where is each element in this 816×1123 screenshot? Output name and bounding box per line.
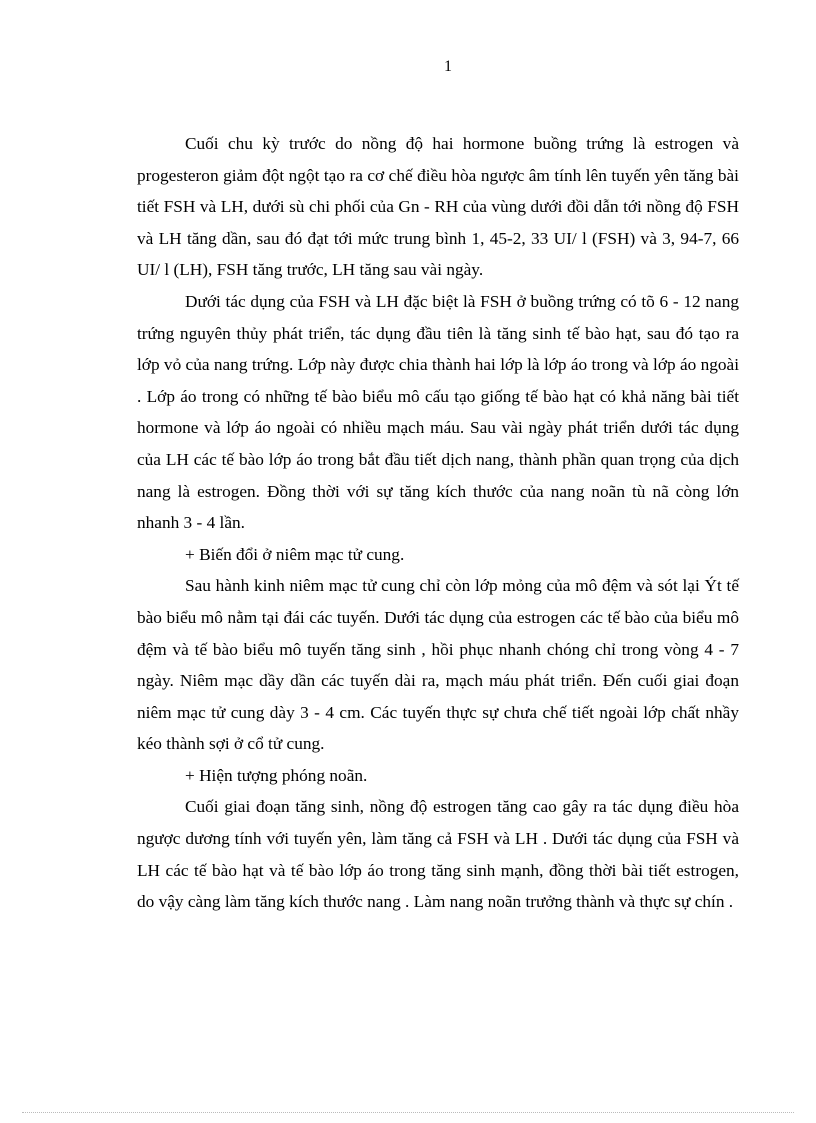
paragraph-ovulation: Cuối giai đoạn tăng sinh, nồng độ estrogen tăng cao gây ra tác dụng điều hòa ngược dương tính với tuyến yên, làm tăng cả FSH và LH . Dưới tác dụng của FSH và LH các tế bào hạt và tế bào lớp áo trong tăng sinh mạnh, đồng thời bài tiết estrogen, do vậy càng làm tăng kích thước nang . Làm nang noãn trưởng thành và thực sự chín .: [137, 797, 739, 912]
page-bottom-divider: [22, 1112, 794, 1113]
document-body: [137, 128, 739, 918]
paragraph-menstrual-cycle-hormones: Cuối chu kỳ trước do nồng độ hai hormone buồng trứng là estrogen và progesteron giảm đột ngột tạo ra cơ chế điều hòa ngược âm tính lên tuyến yên tăng bài tiết FSH và LH, dưới sù chi phối của Gn - RH của vùng dưới đồi dẫn tới nồng độ FSH và LH tăng dần, sau đó đạt tới mức trung bình 1, 45-2, 33 UI/ l (FSH) và 3, 94-7, 66 UI/ l (LH), FSH tăng trước, LH tăng sau vài ngày.: [137, 134, 739, 280]
page-number: 1: [444, 58, 452, 75]
heading-endometrium-changes: + Biến đổi ở niêm mạc tử cung.: [185, 544, 405, 564]
paragraph-endometrium: Sau hành kinh niêm mạc tử cung chỉ còn lớp mỏng của mô đệm và sót lại Ýt tế bào biểu mô nằm tại đái các tuyến. Dưới tác dụng của estrogen các tế bào của biểu mô đệm và tế bào biểu mô tuyến tăng sinh , hồi phục nhanh chóng chỉ trong vòng 4 - 7 ngày. Niêm mạc dầy dần các tuyến dài ra, mạch máu phát triển. Đến cuối giai đoạn niêm mạc tử cung dày 3 - 4 cm. Các tuyến thực sự chưa chế tiết ngoài lớp chất nhầy kéo thành sợi ở cổ tử cung.: [137, 576, 739, 754]
heading-ovulation: + Hiện tượng phóng noãn.: [185, 765, 368, 785]
paragraph-follicle-development: Dưới tác dụng của FSH và LH đặc biệt là FSH ở buồng trứng có tõ 6 - 12 nang trứng nguyên thủy phát triển, tác dụng đầu tiên là tăng sinh tế bào hạt, sau đó tạo ra lớp vỏ của nang trứng. Lớp này được chia thành hai lớp là lớp áo trong và lớp áo ngoài . Lớp áo trong có những tế bào biểu mô cấu tạo giống tế bào hạt có khả năng bài tiết hormone và lớp áo ngoài có nhiều mạch máu. Sau vài ngày phát triển dưới tác dụng của LH các tế bào lớp áo trong bắt đầu tiết dịch nang, thành phần quan trọng của dịch nang là estrogen. Đồng thời với sự tăng kích thước của nang noãn tù nã còng lớn nhanh 3 - 4 lần.: [137, 291, 739, 533]
